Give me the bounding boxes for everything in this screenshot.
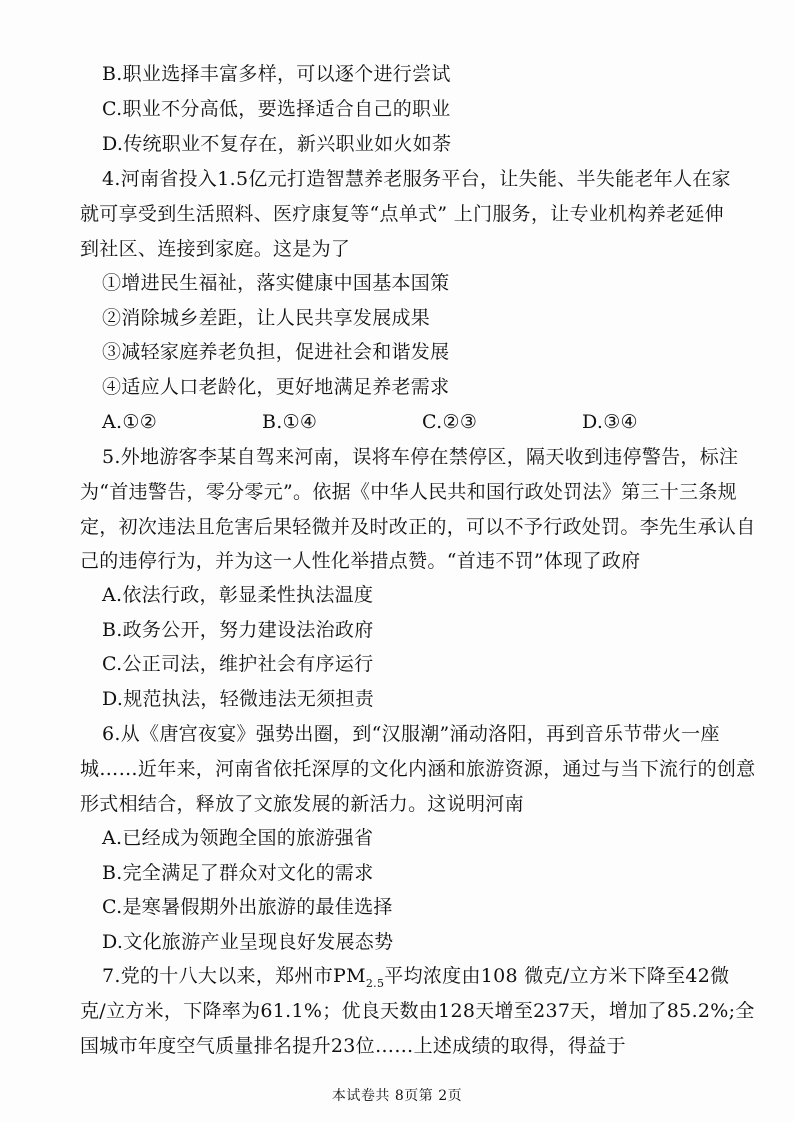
q7-stem-line3: 国城市年度空气质量排名提升23位……上述成绩的取得，得益于 xyxy=(80,1035,626,1057)
q4-item-2: ②消除城乡差距，让人民共享发展成果 xyxy=(102,307,431,329)
q4-item-1: ①增进民生福祉，落实健康中国基本国策 xyxy=(102,272,450,294)
q4-stem-line3: 到社区、连接到家庭。这是为了 xyxy=(80,238,351,260)
q5-stem-line2: 为“首违警告，零分零元”。依据《中华人民共和国行政处罚法》第三十三条规 xyxy=(80,481,737,503)
q4-choices xyxy=(102,410,742,434)
q4-choice-d: D.③④ xyxy=(582,411,638,433)
q6-stem-line2: 城……近年来，河南省依托深厚的文化内涵和旅游资源，通过与当下流行的创意 xyxy=(80,758,756,780)
q6-option-d: D.文化旅游产业呈现良好发展态势 xyxy=(102,931,394,953)
q7-pm-subscript: 2.5 xyxy=(365,976,385,990)
q7-stem-line1 xyxy=(102,964,729,996)
q4-item-3: ③减轻家庭养老负担，促进社会和谐发展 xyxy=(102,341,450,363)
q5-stem-line1: 5.外地游客李某自驾来河南，误将车停在禁停区，隔天收到违停警告，标注 xyxy=(102,446,739,468)
q5-option-b: B.政务公开，努力建设法治政府 xyxy=(102,619,374,641)
q7-stem-line1-part-a: 7.党的十八大以来，郑州市PM xyxy=(102,965,366,987)
q4-stem-line2: 就可享受到生活照料、医疗康复等“点单式” 上门服务，让专业机构养老延伸 xyxy=(80,203,724,225)
q6-stem-line1: 6.从《唐宫夜宴》强势出圈，到“汉服潮”涌动洛阳，再到音乐节带火一座 xyxy=(102,723,720,745)
q5-stem-line3: 定，初次违法且危害后果轻微并及时改正的，可以不予行政处罚。李先生承认自 xyxy=(80,516,756,538)
q5-option-d: D.规范执法，轻微违法无须担责 xyxy=(102,688,375,710)
q4-item-4: ④适应人口老龄化，更好地满足养老需求 xyxy=(102,376,450,398)
q4-choice-b: B.①④ xyxy=(262,411,318,433)
q7-stem-line1-part-b: 平均浓度由108 微克/立方米下降至42微 xyxy=(384,965,730,987)
q3-option-b: B.职业选择丰富多样，可以逐个进行尝试 xyxy=(102,63,451,85)
q4-choice-c: C.②③ xyxy=(422,411,478,433)
q5-option-c: C.公正司法，维护社会有序运行 xyxy=(102,653,374,675)
page-footer: 本试卷共 8页第 2页 xyxy=(331,1088,463,1104)
q5-option-a: A.依法行政，彰显柔性执法温度 xyxy=(102,584,374,606)
q6-stem-line3: 形式相结合，释放了文旅发展的新活力。这说明河南 xyxy=(80,793,524,815)
q5-stem-line4: 己的违停行为，并为这一人性化举措点赞。“首违不罚”体现了政府 xyxy=(80,550,641,572)
q6-option-b: B.完全满足了群众对文化的需求 xyxy=(102,862,374,884)
q3-option-c: C.职业不分高低，要选择适合自己的职业 xyxy=(102,98,451,120)
q3-option-d: D.传统职业不复存在，新兴职业如火如荼 xyxy=(102,133,452,155)
q7-stem-line2: 克/立方米，下降率为61.1%；优良天数由128天增至237天，增加了85.2%;全 xyxy=(80,1000,755,1022)
q4-choice-a: A.①② xyxy=(102,411,158,433)
q6-option-a: A.已经成为领跑全国的旅游强省 xyxy=(102,827,374,849)
q6-option-c: C.是寒暑假期外出旅游的最佳选择 xyxy=(102,896,393,918)
q4-stem-line1: 4.河南省投入1.5亿元打造智慧养老服务平台，让失能、半失能老年人在家 xyxy=(102,168,731,190)
